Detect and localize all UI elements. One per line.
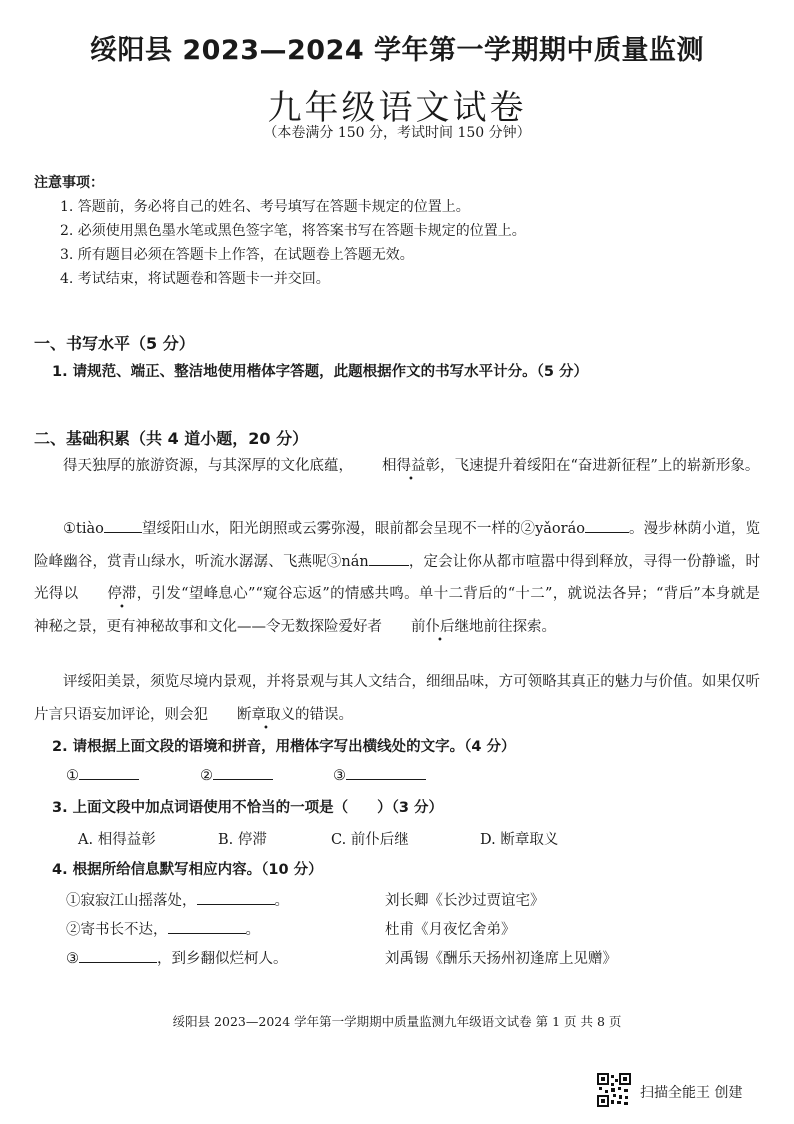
passage-paragraph-2: ①tiào 望绥阳山水，阳光朗照或云雾弥漫，眼前都会呈现不一样的②yǎoráo 。漫步林荫小道，览险峰幽谷，赏青山绿水，听流水潺潺、飞燕呢③nán ，定会让你从都市喧嚣中得到释放，寻得一份静谧，时光得以 停滞，引发“望峰息心”“窥谷忘返”的情感共鸣。单十二背后的“十二”，就说法各异；“背后”本身就是神秘之景，更有神秘故事和文化——令无数探险爱好者 前仆后继地前往探索。	[34, 513, 760, 643]
option-a: A. 相得益彰	[78, 832, 156, 848]
notice-item: 4. 考试结束，将试题卷和答题卡一并交回。	[60, 271, 330, 287]
notice-item: 3. 所有题目必须在答题卡上作答，在试题卷上答题无效。	[60, 247, 414, 263]
dotted-word: 前仆后继	[411, 618, 469, 635]
passage-paragraph-3: 评绥阳美景，须览尽境内景观，并将景观与其人文结合，细细品味，方可领略其真正的魅力与价值。如果仅听片言只语妄加评论，则会犯 断章取义的错误。	[34, 666, 760, 731]
blank-line	[585, 518, 629, 533]
passage-paragraph-1: 得天独厚的旅游资源，与其深厚的文化底蕴， 相得益彰，飞速提升着绥阳在“奋进新征程”上的崭新形象。	[34, 450, 760, 483]
answer-blank: ①	[66, 765, 139, 784]
notice-heading: 注意事项：	[34, 175, 104, 191]
option-b: B. 停滞	[218, 832, 267, 848]
exam-title: 绥阳县 2023—2024 学年第一学期期中质量监测	[89, 35, 705, 66]
recitation-source: 刘禹锡《酬乐天扬州初逢席上见赠》	[385, 951, 617, 967]
dotted-word: 相得益彰	[382, 458, 440, 474]
blank-line	[104, 518, 142, 533]
section-2-heading: 二、基础积累（共 4 道小题，20 分）	[34, 429, 309, 448]
dotted-word: 停滞	[107, 586, 137, 602]
qr-code-icon	[597, 1073, 631, 1107]
answer-blank: ②	[200, 765, 273, 784]
recitation-line: ②寄书长不达， 。	[66, 918, 260, 939]
page-footer: 绥阳县 2023—2024 学年第一学期期中质量监测九年级语文试卷 第 1 页 共 8 页	[172, 1014, 622, 1029]
scanner-watermark: 扫描全能王 创建	[640, 1085, 743, 1101]
exam-score-note: （本卷满分 150 分，考试时间 150 分钟）	[263, 125, 531, 141]
answer-blank: ③	[333, 765, 426, 784]
dotted-word: 断章取义	[237, 706, 295, 723]
recitation-source: 杜甫《月夜忆舍弟》	[385, 922, 516, 938]
recitation-source: 刘长卿《长沙过贾谊宅》	[385, 893, 545, 909]
exam-subtitle: 九年级语文试卷	[267, 88, 527, 128]
question-4: 4. 根据所给信息默写相应内容。（10 分）	[52, 862, 323, 878]
option-c: C. 前仆后继	[331, 832, 409, 848]
question-1: 1. 请规范、端正、整洁地使用楷体字答题，此题根据作文的书写水平计分。（5 分）	[52, 364, 589, 380]
option-d: D. 断章取义	[480, 832, 559, 848]
question-3: 3. 上面文段中加点词语使用不恰当的一项是（ ）（3 分）	[52, 800, 444, 816]
notice-item: 1. 答题前，务必将自己的姓名、考号填写在答题卡规定的位置上。	[60, 199, 470, 215]
notice-item: 2. 必须使用黑色墨水笔或黑色签字笔，将答案书写在答题卡规定的位置上。	[60, 223, 526, 239]
recitation-line: ①寂寂江山摇落处， 。	[66, 889, 289, 910]
blank-line	[369, 551, 409, 566]
question-2: 2. 请根据上面文段的语境和拼音，用楷体字写出横线处的文字。（4 分）	[52, 739, 516, 755]
recitation-line: ③ ，到乡翻似烂柯人。	[66, 947, 288, 968]
section-1-heading: 一、书写水平（5 分）	[34, 334, 195, 353]
